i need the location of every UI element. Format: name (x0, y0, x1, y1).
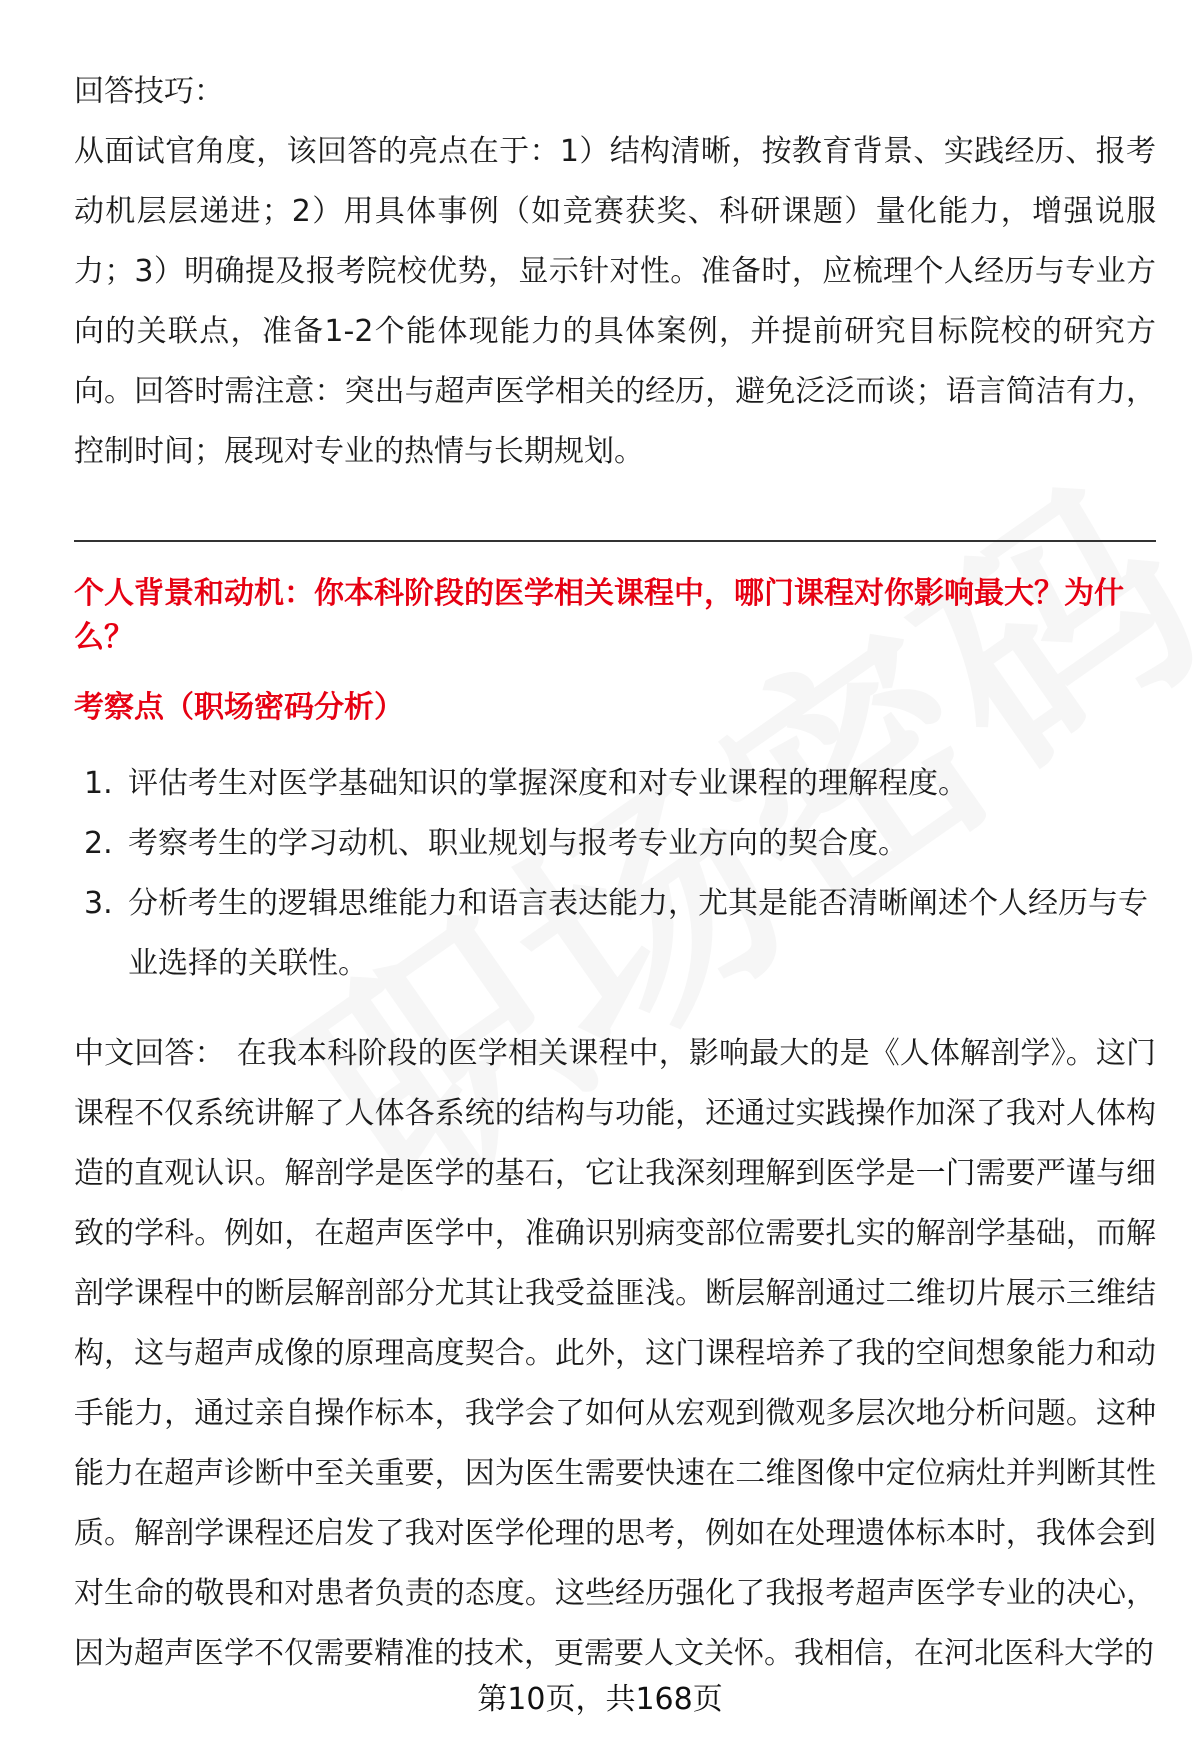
exam-point-item (74, 814, 1156, 874)
exam-point-number: 3. (84, 886, 113, 921)
tips-label: 回答技巧： (74, 74, 224, 109)
answer-label: 中文回答： (74, 1036, 225, 1071)
exam-point-text: 分析考生的逻辑思维能力和语言表达能力，尤其是能否清晰阐述个人经历与专业选择的关联性。 (128, 886, 1148, 981)
exam-point-item (74, 754, 1156, 814)
exam-points-title: 考察点（职场密码分析） (74, 690, 404, 725)
exam-point-number: 2. (84, 826, 113, 861)
question-heading: 个人背景和动机：你本科阶段的医学相关课程中，哪门课程对你影响最大？为什么？ (74, 576, 1124, 655)
exam-point-text: 评估考生对医学基础知识的掌握深度和对专业课程的理解程度。 (128, 766, 968, 801)
answer-paragraph (74, 1024, 1156, 1684)
exam-point-number: 1. (84, 766, 113, 801)
page-number: 第10页，共168页 (477, 1682, 723, 1717)
tips-text: 从面试官角度，该回答的亮点在于：1）结构清晰，按教育背景、实践经历、报考动机层层递进；2）用具体事例（如竞赛获奖、科研课题）量化能力，增强说服力；3）明确提及报考院校优势，显示针对性。准备时，应梳理个人经历与专业方向的关联点，准备1-2个能体现能力的具体案例，并提前研究目标院校的研究方向。回答时需注意：突出与超声医学相关的经历，避免泛泛而谈；语言简洁有力，控制时间；展现对专业的热情与长期规划。 (74, 134, 1156, 469)
exam-point-item (74, 874, 1156, 994)
answer-text: 在我本科阶段的医学相关课程中，影响最大的是《人体解剖学》。这门课程不仅系统讲解了人体各系统的结构与功能，还通过实践操作加深了我对人体构造的直观认识。解剖学是医学的基石，它让我深刻理解到医学是一门需要严谨与细致的学科。例如，在超声医学中，准确识别病变部位需要扎实的解剖学基础，而解剖学课程中的断层解剖部分尤其让我受益匪浅。断层解剖通过二维切片展示三维结构，这与超声成像的原理高度契合。此外，这门课程培养了我的空间想象能力和动手能力，通过亲自操作标本，我学会了如何从宏观到微观多层次地分析问题。这种能力在超声诊断中至关重要，因为医生需要快速在二维图像中定位病灶并判断其性质。解剖学课程还启发了我对医学伦理的思考，例如在处理遗体标本时，我体会到对生命的敬畏和对患者负责的态度。这些经历强化了我报考超声医学专业的决心，因为超声医学不仅需要精准的技术，更需要人文关怀。我相信，在河北医科大学的 (74, 1036, 1157, 1671)
exam-point-text: 考察考生的学习动机、职业规划与报考专业方向的契合度。 (128, 826, 908, 861)
page-content (74, 62, 1156, 1714)
exam-points-list (74, 754, 1156, 994)
section-divider (74, 540, 1156, 542)
